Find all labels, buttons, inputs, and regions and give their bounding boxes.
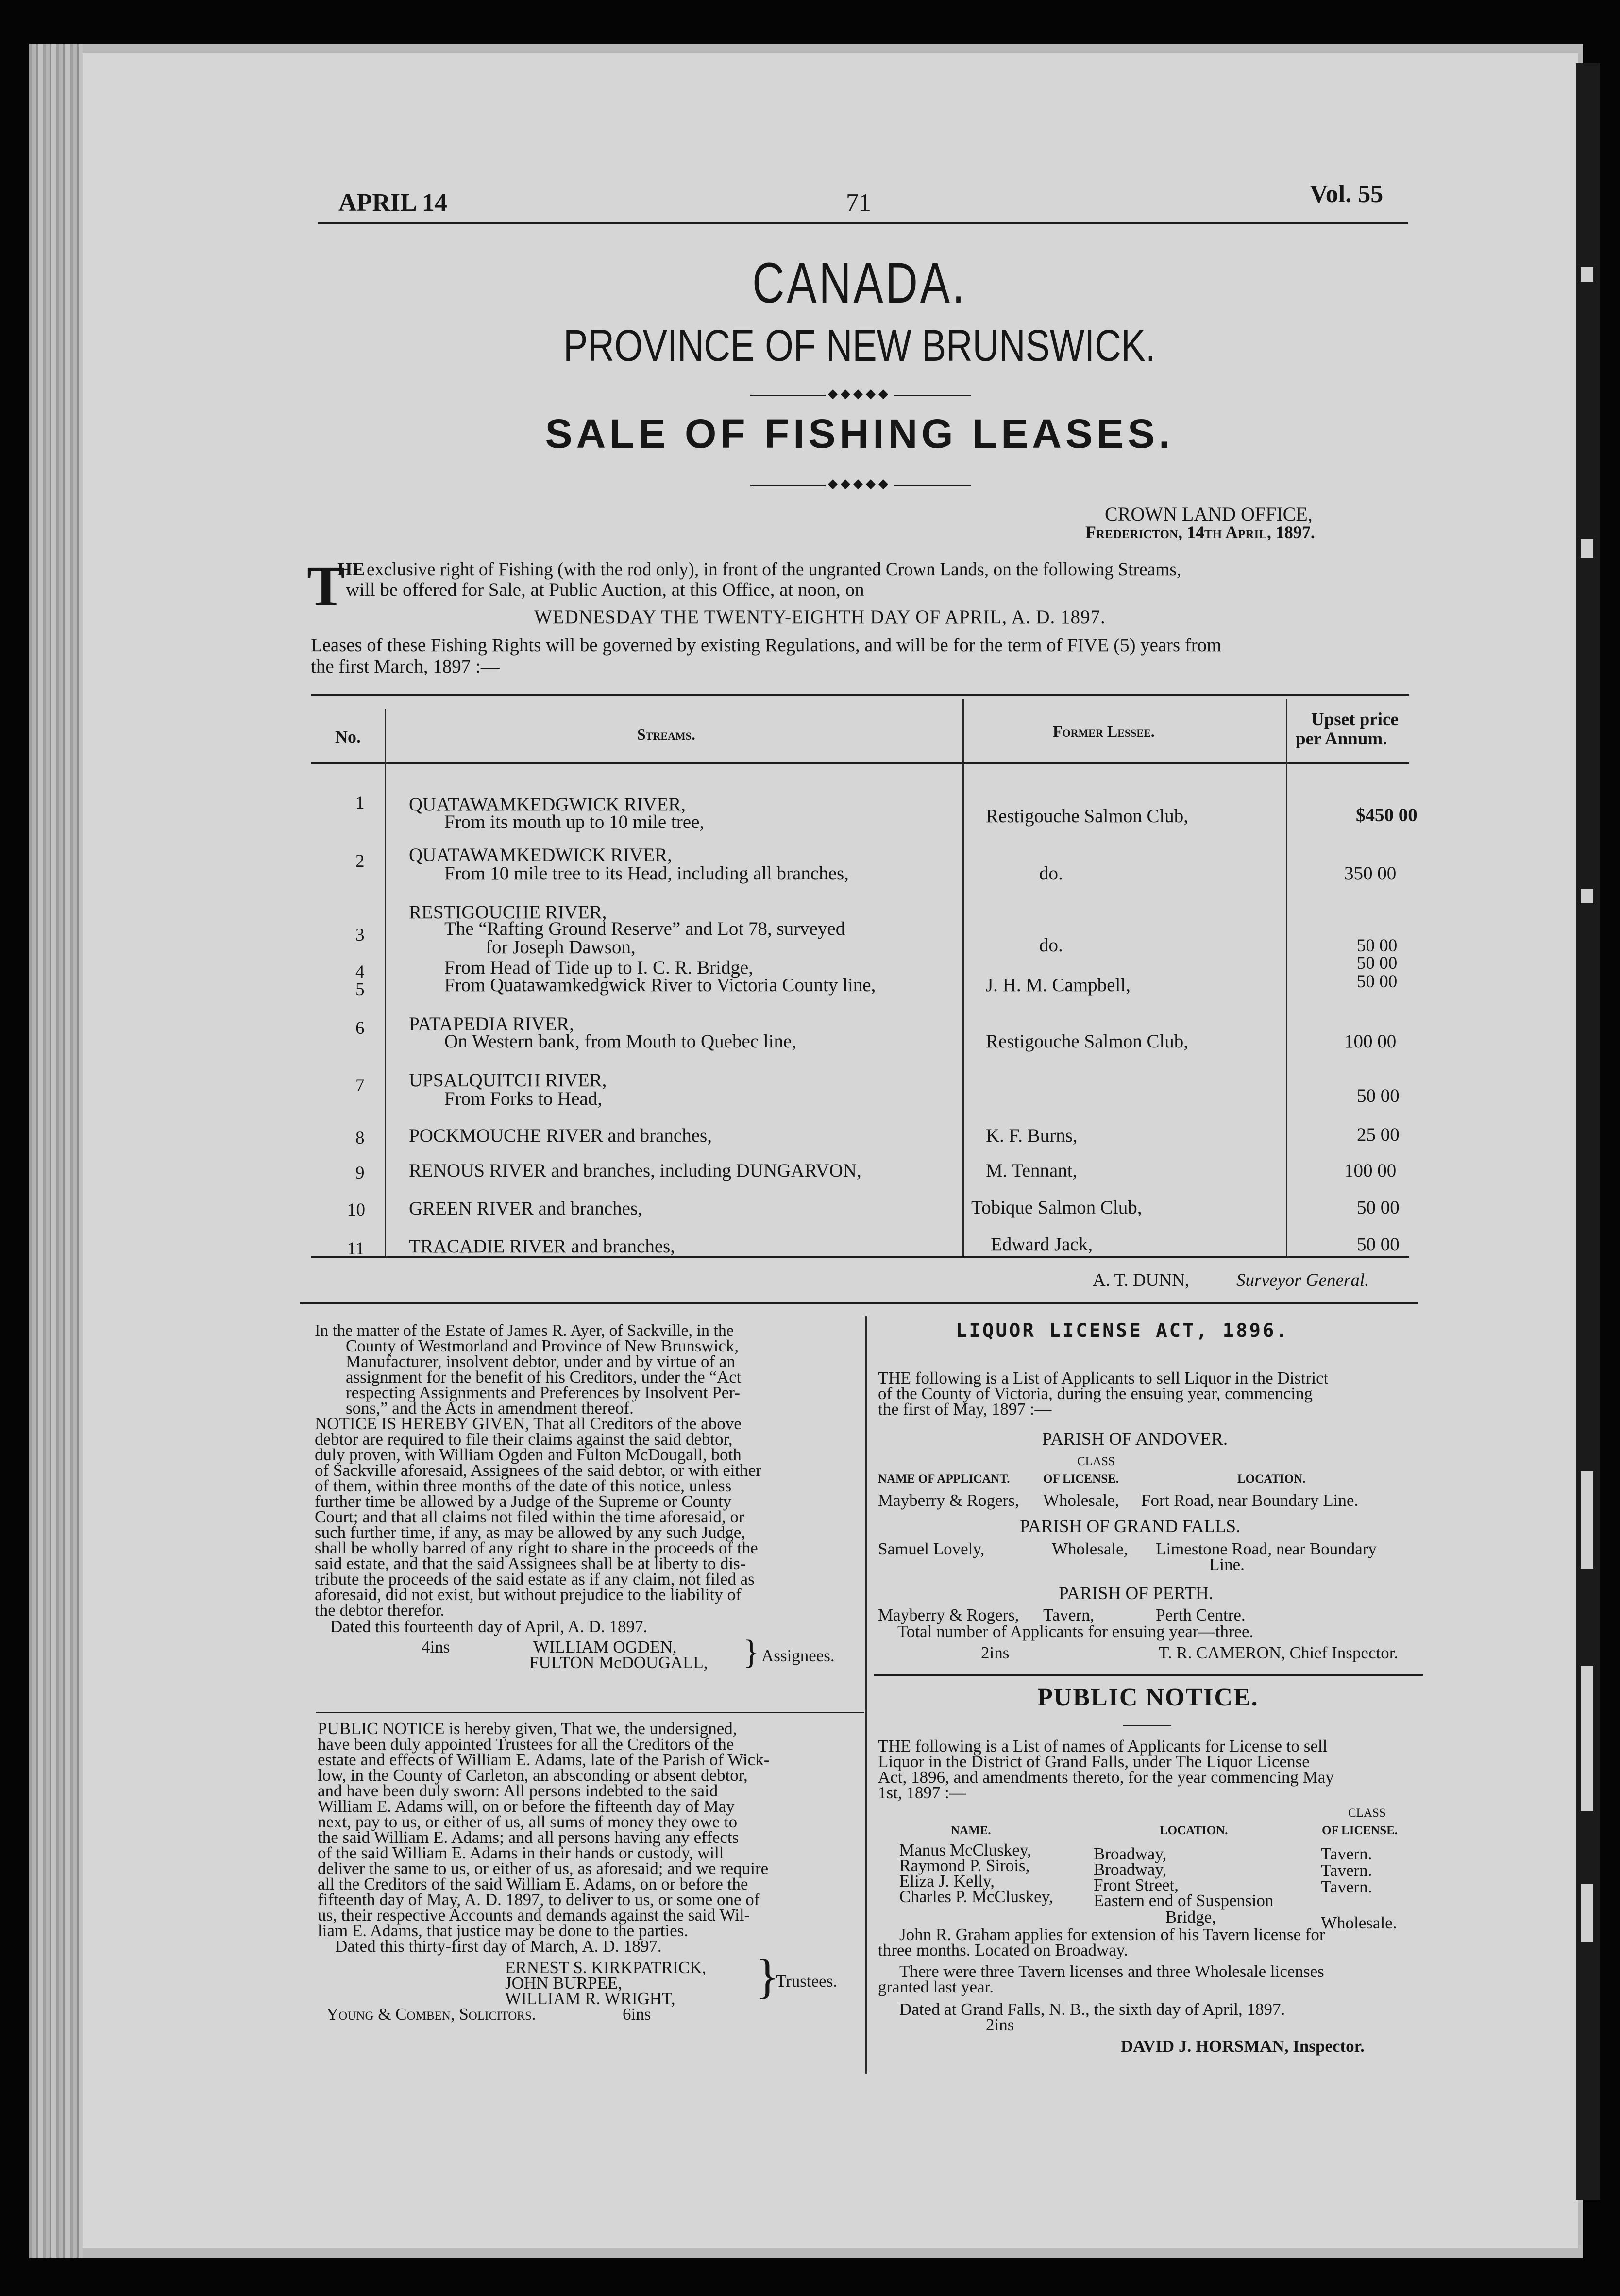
stream-detail: From its mouth up to 10 mile tree, [444,811,705,832]
applicant-location: Eastern end of Suspension [1094,1891,1274,1910]
assignees-label: Assignees. [761,1646,835,1665]
applicant-class: Tavern. [1321,1844,1372,1863]
upset-price: 50 00 [1357,936,1398,956]
parish-heading: PARISH OF ANDOVER. [1042,1429,1228,1449]
adjacent-page-strip [1576,63,1600,2200]
upset-price: 350 00 [1344,863,1397,884]
trustee-3: WILLIAM R. WRIGHT, [505,1989,675,2008]
license-class: Wholesale, [1052,1539,1128,1558]
former-lessee: Restigouche Salmon Club, [986,806,1189,827]
col-location: LOCATION. [1160,1824,1228,1837]
notice-rule [316,1712,864,1713]
notice-line: such further time, if any, as may be allowed by any such Judge, [315,1523,746,1542]
inspector-signature: T. R. CAMERON, Chief Inspector. [1159,1643,1399,1662]
table-divider-3 [1286,699,1287,1258]
row-number: 3 [355,925,365,945]
office-name: CROWN LAND OFFICE, [1105,503,1313,525]
notice-line: estate and effects of William E. Adams, late of the Parish of Wick- [318,1750,770,1769]
header-rule [318,222,1408,224]
extra-line: John R. Graham applies for extension of his Tavern license for [899,1925,1325,1944]
col-class: CLASS [1348,1806,1386,1820]
table-header-rule [311,762,1409,764]
row-number: 4 [355,962,365,982]
stream-name: PATAPEDIA RIVER, [409,1013,574,1034]
extra-line: three months. Located on Broadway. [878,1941,1128,1959]
brace: } [743,1634,759,1671]
notice-line: duly proven, with William Ogden and Fulton McDougall, both [315,1445,742,1464]
notice-line: respecting Assignments and Preferences by Insolvent Per- [346,1383,740,1402]
col-header-price-1: Upset price [1311,709,1399,729]
applicant-name: Samuel Lovely, [878,1539,985,1558]
surveyor-title: Surveyor General. [1236,1270,1369,1290]
col-header-no: No. [335,727,361,746]
notice-line: deliver the same to us, or either of us, as aforesaid; and we require [318,1859,769,1878]
intro-line-1: exclusive right of Fishing (with the rod only), in front of the ungranted Crown Lands, on the following Streams, [367,559,1181,580]
stream-name: POCKMOUCHE RIVER and branches, [409,1125,712,1146]
assignee-2: FULTON McDOUGALL, [529,1653,708,1672]
applicant-name: Raymond P. Sirois, [899,1856,1030,1875]
notice-line: debtor are required to file their claims against the said debtor, [315,1430,733,1449]
intro-line: Liquor in the District of Grand Falls, under The Liquor License [878,1752,1310,1771]
former-lessee: K. F. Burns, [986,1125,1078,1146]
intro-line: of the County of Victoria, during the ensuing year, commencing [878,1384,1313,1403]
notice-line: assignment for the benefit of his Creditors, under the “Act [346,1367,742,1386]
applicant-location-cont: Bridge, [1165,1908,1216,1926]
notice-line: low, in the County of Carleton, an absconding or absent debtor, [318,1766,748,1785]
notice-line: all the Creditors of the said William E. Adams, on or before the [318,1874,748,1893]
notice-line: shall be wholly barred of any right to share in the proceeds of the [315,1538,758,1557]
applicant-class: Tavern. [1321,1877,1372,1896]
notice-rule [874,1674,1423,1676]
terms-line-2: the first March, 1897 :— [311,656,500,677]
section-title: LIQUOR LICENSE ACT, 1896. [956,1320,1289,1342]
col-location: LOCATION. [1237,1472,1306,1486]
applicant-class: Tavern. [1321,1861,1372,1880]
row-number: 2 [355,851,365,871]
stream-detail: From Head of Tide up to I. C. R. Bridge, [444,957,753,978]
notice-line: William E. Adams will, on or before the fifteenth day of May [318,1797,735,1816]
section-title: PUBLIC NOTICE. [1037,1684,1259,1711]
notice-line: next, pay to us, or either of us, all sums of money they owe to [318,1812,738,1831]
former-lessee: Edward Jack, [991,1234,1093,1255]
notice-line: fifteenth day of May, A. D. 1897, to deliver to us, or some one of [318,1890,760,1909]
notice-line: the debtor therefor. [315,1601,445,1620]
col-header-price-2: per Annum. [1296,729,1387,749]
former-lessee: M. Tennant, [986,1160,1078,1181]
notice-dated: Dated this thirty-first day of March, A. D. 1897. [335,1937,662,1956]
trustee-1: ERNEST S. KIRKPATRICK, [505,1958,707,1977]
insertions-count: 2ins [981,1643,1010,1662]
notice-line: County of Westmorland and Province of New Brunswick, [346,1336,739,1355]
intro-line: 1st, 1897 :— [878,1783,966,1802]
notice-line: and have been duly sworn: All persons indebted to the said [318,1781,718,1800]
stream-detail: From Quatawamkedgwick River to Victoria County line, [444,975,876,996]
stream-detail-cont: for Joseph Dawson, [486,937,636,958]
stream-name: UPSALQUITCH RIVER, [409,1070,607,1091]
section-rule [300,1302,1418,1304]
upset-price: 50 00 [1357,1085,1400,1106]
row-number: 6 [355,1018,365,1038]
notice-line: NOTICE IS HEREBY GIVEN, That all Creditors of the above [315,1414,742,1433]
upset-price: 50 00 [1357,1234,1400,1255]
notice-line: sons,” and the Acts in amendment thereof. [346,1399,634,1418]
upset-price: 50 00 [1357,953,1398,973]
notice-line: us, their respective Accounts and demands against the said Wil- [318,1906,750,1925]
trustee-2: JOHN BURPEE, [505,1974,623,1992]
col-header-streams: Streams. [637,726,695,743]
header-date: APRIL 14 [338,189,447,217]
title-underline [1123,1725,1171,1726]
office-date: Fredericton, 14th April, 1897. [1085,523,1315,542]
applicant-location: Broadway, [1094,1860,1167,1879]
col-class: CLASS [1077,1455,1115,1468]
upset-price: 100 00 [1344,1160,1397,1181]
license-class: Tavern, [1043,1605,1095,1624]
applicant-name: Mayberry & Rogers, [878,1491,1019,1510]
stream-detail: From Forks to Head, [444,1088,602,1109]
intro-line: THE following is a List of Applicants to sell Liquor in the District [878,1368,1329,1387]
sale-date: WEDNESDAY THE TWENTY-EIGHTH DAY OF APRIL, A. D. 1897. [534,607,1106,627]
trustees-label: Trustees. [776,1972,838,1991]
extra-line: There were three Tavern licenses and three Wholesale licenses [899,1962,1324,1981]
stream-detail: From 10 mile tree to its Head, including all branches, [444,863,849,884]
solicitors: Young & Comben, Solicitors. [326,2005,536,2024]
notice-line: Court; and that all claims not filed within the time aforesaid, or [315,1507,744,1526]
drop-cap: T [307,554,345,618]
brace: } [756,1949,779,2003]
parish-heading: PARISH OF PERTH. [1059,1584,1214,1604]
row-number: 9 [355,1163,365,1183]
inspector-signature: DAVID J. HORSMAN, Inspector. [1121,2037,1365,2056]
applicant-location: Front Street, [1094,1875,1179,1894]
applicant-location: Broadway, [1094,1844,1167,1863]
table-divider-1 [385,709,386,1258]
insertions-count: 2ins [986,2015,1014,2034]
stream-name: GREEN RIVER and branches, [409,1198,642,1219]
intro-line: Act, 1896, and amendments thereto, for the year commencing May [878,1768,1334,1787]
parish-heading: PARISH OF GRAND FALLS. [1020,1517,1241,1536]
stream-name: TRACADIE RIVER and branches, [409,1236,675,1257]
col-name: NAME OF APPLICANT. [878,1472,1010,1486]
notice-line: said estate, and that the said Assignees shall be at liberty to dis- [315,1554,746,1573]
title-sale: SALE OF FISHING LEASES. [545,411,1174,456]
license-location: Fort Road, near Boundary Line. [1141,1491,1359,1510]
row-number: 10 [347,1200,365,1220]
intro-line: the first of May, 1897 :— [878,1400,1052,1418]
former-lessee: Restigouche Salmon Club, [986,1031,1189,1052]
notice-line: further time be allowed by a Judge of the Supreme or County [315,1492,732,1511]
insertions-count: 6ins [623,2005,651,2024]
stream-detail: On Western bank, from Mouth to Quebec line, [444,1031,797,1052]
notice-dated: Dated this fourteenth day of April, A. D. 1897. [330,1617,648,1636]
table-divider-2 [962,699,964,1258]
header-page-number: 71 [846,189,871,217]
row-number: 8 [355,1128,365,1148]
table-top-rule [311,694,1409,696]
row-number: 7 [355,1076,365,1096]
ornament: ◆◆◆◆◆ [826,387,894,401]
notice-line: have been duly appointed Trustees for all the Creditors of the [318,1735,734,1754]
notice-line: liam E. Adams, that justice may be done to the parties. [318,1921,689,1940]
insertions-count: 4ins [422,1638,450,1656]
former-lessee: Tobique Salmon Club, [971,1197,1142,1218]
terms-line-1: Leases of these Fishing Rights will be governed by existing Regulations, and will be for the term of FIVE (5) years from [311,635,1222,656]
upset-price: 50 00 [1357,972,1398,992]
page-stack-edge [29,44,83,2258]
row-number: 1 [355,793,365,813]
applicant-class: Wholesale. [1321,1913,1397,1932]
notice-line: of the said William E. Adams in their hands or custody, will [318,1843,724,1862]
applicant-name: Eliza J. Kelly, [899,1872,995,1891]
notice-line: of them, within three months of the date of this notice, unless [315,1476,732,1495]
applicant-name: Manus McCluskey, [899,1840,1031,1859]
former-lessee: do. [1039,863,1063,884]
stream-detail: The “Rafting Ground Reserve” and Lot 78, surveyed [444,918,845,939]
col-header-lessee: Former Lessee. [1053,723,1155,740]
former-lessee: J. H. M. Campbell, [986,975,1131,996]
notice-line: the said William E. Adams; and all persons having any effects [318,1828,739,1847]
notice-line: In the matter of the Estate of James R. Ayer, of Sackville, in the [315,1321,734,1340]
applicant-name: Mayberry & Rogers, [878,1605,1019,1624]
upset-price: $450 00 [1356,805,1418,826]
notice-dated: Dated at Grand Falls, N. B., the sixth day of April, 1897. [899,2000,1285,2019]
license-class: Wholesale, [1043,1491,1119,1510]
notice-line: tribute the proceeds of the said estate as if any claim, not filed as [315,1570,755,1588]
license-location-cont: Line. [1209,1555,1245,1574]
notice-line: PUBLIC NOTICE is hereby given, That we, the undersigned, [318,1719,737,1738]
stream-name: RENOUS RIVER and branches, including DUNGARVON, [409,1160,861,1181]
upset-price: 25 00 [1357,1124,1400,1145]
former-lessee: do. [1039,935,1063,956]
surveyor-name: A. T. DUNN, [1093,1270,1190,1290]
license-location: Perth Centre. [1156,1605,1246,1624]
title-province: PROVINCE OF NEW BRUNSWICK. [563,321,1156,371]
intro-line: THE following is a List of names of Applicants for License to sell [878,1737,1328,1756]
intro-line-2: will be offered for Sale, at Public Auction, at this Office, at noon, on [346,579,864,600]
assignee-1: WILLIAM OGDEN, [533,1638,677,1656]
col-license: OF LICENSE. [1043,1472,1119,1486]
intro-he: HE [338,559,365,580]
row-number: 5 [355,979,365,999]
upset-price: 100 00 [1344,1031,1397,1052]
stream-name: RESTIGOUCHE RIVER, [409,902,607,923]
row-number: 11 [347,1239,365,1259]
notice-line: Manufacturer, insolvent debtor, under and by virtue of an [346,1352,735,1371]
notice-line: of Sackville aforesaid, Assignees of the said debtor, or with either [315,1461,762,1480]
stream-name: QUATAWAMKEDGWICK RIVER, [409,794,686,815]
notice-line: aforesaid, did not exist, but without prejudice to the liability of [315,1585,742,1604]
ornament-2: ◆◆◆◆◆ [826,476,894,491]
upset-price: 50 00 [1357,1197,1400,1218]
extra-line: granted last year. [878,1977,994,1996]
applicants-total: Total number of Applicants for ensuing year—three. [897,1622,1254,1641]
header-volume: Vol. 55 [1310,180,1384,208]
stream-name: QUATAWAMKEDWICK RIVER, [409,844,672,865]
applicant-name: Charles P. McCluskey, [899,1887,1053,1906]
license-location: Limestone Road, near Boundary [1156,1539,1377,1558]
col-name: NAME. [951,1824,991,1837]
title-canada: CANADA. [752,251,967,315]
column-divider [865,1316,867,2074]
col-license: OF LICENSE. [1322,1824,1398,1837]
